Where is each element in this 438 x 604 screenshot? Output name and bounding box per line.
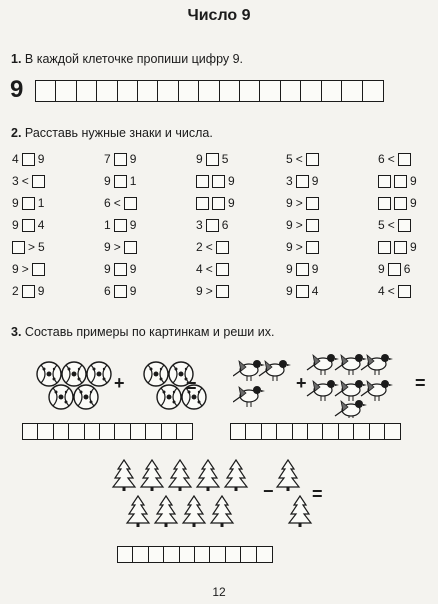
task-3-text: Составь примеры по картинкам и реши их.	[24, 325, 275, 339]
number: 9	[410, 174, 417, 188]
number: 9	[129, 218, 137, 232]
answer-cell[interactable]	[256, 546, 273, 563]
answer-box[interactable]	[306, 241, 319, 254]
comparison-exercise	[286, 240, 319, 254]
number: 4	[12, 152, 19, 166]
answer-cell[interactable]	[280, 80, 302, 102]
number: 9	[378, 262, 385, 276]
number: 9	[12, 218, 19, 232]
number: 4	[311, 284, 319, 298]
answer-box[interactable]	[206, 219, 219, 232]
answer-cell[interactable]	[239, 80, 261, 102]
comparison-exercise	[196, 240, 229, 254]
number: 3	[286, 174, 293, 188]
number: 5	[221, 152, 229, 166]
task-2-number: 2.	[11, 126, 22, 140]
ball-icon	[144, 362, 168, 386]
number: 9	[286, 284, 293, 298]
number: 2	[196, 240, 203, 254]
number: 9	[228, 174, 235, 188]
bird-icon	[233, 386, 265, 407]
number: 9	[410, 196, 417, 210]
equals-sign: =	[415, 373, 426, 393]
ball-icon	[157, 385, 181, 409]
number: 9	[129, 284, 137, 298]
number: 9	[12, 262, 19, 276]
plus-sign: +	[114, 373, 125, 393]
number: 7	[104, 152, 111, 166]
answer-cell[interactable]	[176, 423, 193, 440]
answer-box[interactable]	[216, 285, 229, 298]
answer-box[interactable]	[216, 241, 229, 254]
comparison-sign: <	[205, 262, 213, 276]
birds-picture	[233, 350, 413, 418]
comparison-sign: >	[295, 240, 303, 254]
answer-box[interactable]	[22, 219, 35, 232]
answer-cell[interactable]	[157, 80, 179, 102]
number: 6	[403, 262, 411, 276]
number: 6	[378, 152, 385, 166]
comparison-exercise	[12, 152, 44, 166]
comparison-sign: <	[387, 218, 395, 232]
answer-cell[interactable]	[219, 80, 241, 102]
number: 9	[104, 240, 111, 254]
tree-icon	[197, 460, 219, 491]
comparison-exercise	[104, 174, 136, 188]
answer-box[interactable]	[22, 197, 35, 210]
number: 6	[104, 196, 111, 210]
answer-cell[interactable]	[259, 80, 281, 102]
answer-box[interactable]	[124, 241, 137, 254]
task-1-heading	[11, 52, 243, 66]
answer-cell[interactable]	[35, 80, 57, 102]
comparison-sign: >	[21, 262, 29, 276]
answer-box[interactable]	[388, 263, 401, 276]
answer-box[interactable]	[378, 241, 391, 254]
ball-icon	[87, 362, 111, 386]
answer-cell[interactable]	[198, 80, 220, 102]
comparison-sign: >	[295, 218, 303, 232]
answer-box[interactable]	[394, 175, 407, 188]
equals-sign: =	[186, 376, 197, 396]
comparison-exercise	[196, 152, 228, 166]
comparison-sign: <	[387, 284, 395, 298]
task-1-text: В каждой клеточке пропиши цифру 9.	[24, 52, 244, 66]
comparison-exercise	[196, 262, 229, 276]
number: 9	[104, 174, 111, 188]
comparison-exercise	[378, 284, 411, 298]
number: 4	[196, 262, 203, 276]
number: 4	[378, 284, 385, 298]
answer-box[interactable]	[212, 197, 225, 210]
answer-box[interactable]	[114, 175, 127, 188]
number: 5	[38, 240, 45, 254]
answer-box[interactable]	[124, 197, 137, 210]
tree-icon	[289, 496, 311, 527]
comparison-sign: >	[113, 240, 121, 254]
bird-icon	[307, 354, 339, 375]
tree-icon	[277, 460, 299, 491]
answer-cells-birds	[230, 423, 399, 440]
comparison-exercise	[104, 284, 136, 298]
comparison-exercise	[104, 240, 137, 254]
answer-box[interactable]	[296, 263, 309, 276]
comparison-exercise	[104, 262, 136, 276]
answer-box[interactable]	[212, 175, 225, 188]
answer-box[interactable]	[206, 153, 219, 166]
answer-box[interactable]	[306, 153, 319, 166]
tree-icon	[113, 460, 135, 491]
task-1-cells	[35, 80, 382, 102]
bird-icon	[335, 354, 367, 375]
answer-cell[interactable]	[178, 80, 200, 102]
answer-cell[interactable]	[96, 80, 118, 102]
minus-sign: −	[263, 481, 274, 501]
comparison-exercise	[12, 196, 44, 210]
comparison-exercise	[12, 284, 44, 298]
trees-picture	[110, 456, 330, 540]
number: 6	[104, 284, 111, 298]
number: 5	[378, 218, 385, 232]
tree-icon	[183, 496, 205, 527]
task-1-number: 1.	[11, 52, 22, 66]
number: 2	[12, 284, 19, 298]
answer-box[interactable]	[394, 241, 407, 254]
comparison-exercise	[378, 196, 417, 210]
bird-icon	[335, 380, 367, 401]
answer-box[interactable]	[398, 219, 411, 232]
comparison-exercise	[378, 174, 417, 188]
comparison-exercise	[196, 196, 235, 210]
comparison-sign: >	[295, 196, 303, 210]
number: 9	[37, 152, 45, 166]
number: 9	[286, 218, 293, 232]
answer-cell[interactable]	[362, 80, 384, 102]
answer-box[interactable]	[296, 285, 309, 298]
number: 9	[311, 262, 319, 276]
answer-box[interactable]	[114, 153, 127, 166]
comparison-sign: >	[28, 240, 36, 254]
number: 5	[286, 152, 293, 166]
comparison-exercise	[12, 218, 44, 232]
number: 4	[37, 218, 45, 232]
answer-box[interactable]	[296, 175, 309, 188]
answer-box[interactable]	[378, 197, 391, 210]
comparison-exercise	[286, 152, 319, 166]
answer-box[interactable]	[378, 175, 391, 188]
comparison-sign: <	[113, 196, 121, 210]
task-2-text: Расставь нужные знаки и числа.	[24, 126, 213, 140]
number: 1	[104, 218, 111, 232]
bird-icon	[233, 360, 265, 381]
comparison-exercise	[286, 196, 319, 210]
answer-box[interactable]	[32, 263, 45, 276]
number: 9	[286, 262, 293, 276]
page-number: 12	[212, 585, 226, 599]
answer-cell[interactable]	[321, 80, 343, 102]
equals-sign: =	[312, 484, 323, 504]
comparison-sign: >	[205, 284, 213, 298]
number: 6	[221, 218, 229, 232]
comparison-exercise	[104, 196, 137, 210]
number: 1	[37, 196, 45, 210]
number: 9	[196, 152, 203, 166]
number: 3	[12, 174, 19, 188]
number: 9	[410, 240, 417, 254]
comparison-exercise	[104, 152, 136, 166]
answer-cell[interactable]	[117, 80, 139, 102]
comparison-exercise	[12, 262, 45, 276]
comparison-sign: <	[205, 240, 213, 254]
answer-box[interactable]	[398, 153, 411, 166]
comparison-exercise	[196, 218, 228, 232]
bird-icon	[361, 354, 393, 375]
comparison-exercise	[286, 174, 318, 188]
answer-cell[interactable]	[384, 423, 401, 440]
bird-icon	[335, 400, 367, 418]
ball-icon	[62, 362, 86, 386]
answer-box[interactable]	[114, 285, 127, 298]
plus-sign: +	[296, 373, 307, 393]
answer-box[interactable]	[394, 197, 407, 210]
number: 9	[12, 196, 19, 210]
answer-cell[interactable]	[55, 80, 77, 102]
tree-icon	[211, 496, 233, 527]
answer-box[interactable]	[216, 263, 229, 276]
answer-box[interactable]	[32, 175, 45, 188]
bird-icon	[361, 380, 393, 401]
comparison-exercise	[378, 218, 411, 232]
answer-cell[interactable]	[341, 80, 363, 102]
comparison-exercise	[378, 152, 411, 166]
comparison-exercise	[12, 240, 45, 254]
answer-cell[interactable]	[76, 80, 98, 102]
ball-icon	[37, 362, 61, 386]
comparison-sign: <	[387, 152, 395, 166]
answer-box[interactable]	[398, 285, 411, 298]
answer-cell[interactable]	[137, 80, 159, 102]
answer-box[interactable]	[114, 263, 127, 276]
answer-box[interactable]	[196, 175, 209, 188]
task-3-number: 3.	[11, 325, 22, 339]
number: 3	[196, 218, 203, 232]
comparison-sign: <	[295, 152, 303, 166]
tree-icon	[169, 460, 191, 491]
number: 1	[129, 174, 137, 188]
answer-box[interactable]	[12, 241, 25, 254]
number: 9	[129, 262, 137, 276]
tree-icon	[155, 496, 177, 527]
number: 9	[286, 240, 293, 254]
answer-box[interactable]	[114, 219, 127, 232]
comparison-exercise	[378, 262, 410, 276]
comparison-exercise	[286, 284, 318, 298]
comparison-exercise	[286, 262, 318, 276]
answer-cell[interactable]	[300, 80, 322, 102]
task-3-heading	[11, 325, 274, 339]
answer-box[interactable]	[196, 197, 209, 210]
number: 9	[37, 284, 45, 298]
comparison-exercise	[196, 174, 235, 188]
number: 9	[286, 196, 293, 210]
number: 9	[104, 262, 111, 276]
task-2-heading	[11, 126, 213, 140]
comparison-exercise	[12, 174, 45, 188]
tree-icon	[127, 496, 149, 527]
task-1-sample-digit: 9	[10, 76, 24, 103]
answer-cells-balls	[22, 423, 191, 440]
ball-icon	[74, 385, 98, 409]
comparison-sign: <	[21, 174, 29, 188]
tree-icon	[141, 460, 163, 491]
answer-box[interactable]	[306, 197, 319, 210]
answer-box[interactable]	[306, 219, 319, 232]
answer-cells-trees	[117, 546, 271, 563]
bird-icon	[259, 360, 291, 381]
answer-box[interactable]	[22, 285, 35, 298]
bird-icon	[307, 380, 339, 401]
number: 9	[311, 174, 319, 188]
comparison-exercise	[286, 218, 319, 232]
comparison-exercise	[378, 240, 417, 254]
comparison-exercise	[104, 218, 136, 232]
ball-icon	[49, 385, 73, 409]
page-title: Число 9	[187, 7, 251, 24]
answer-box[interactable]	[22, 153, 35, 166]
number: 9	[196, 284, 203, 298]
number: 9	[129, 152, 137, 166]
tree-icon	[225, 460, 247, 491]
number: 9	[228, 196, 235, 210]
comparison-exercise	[196, 284, 229, 298]
